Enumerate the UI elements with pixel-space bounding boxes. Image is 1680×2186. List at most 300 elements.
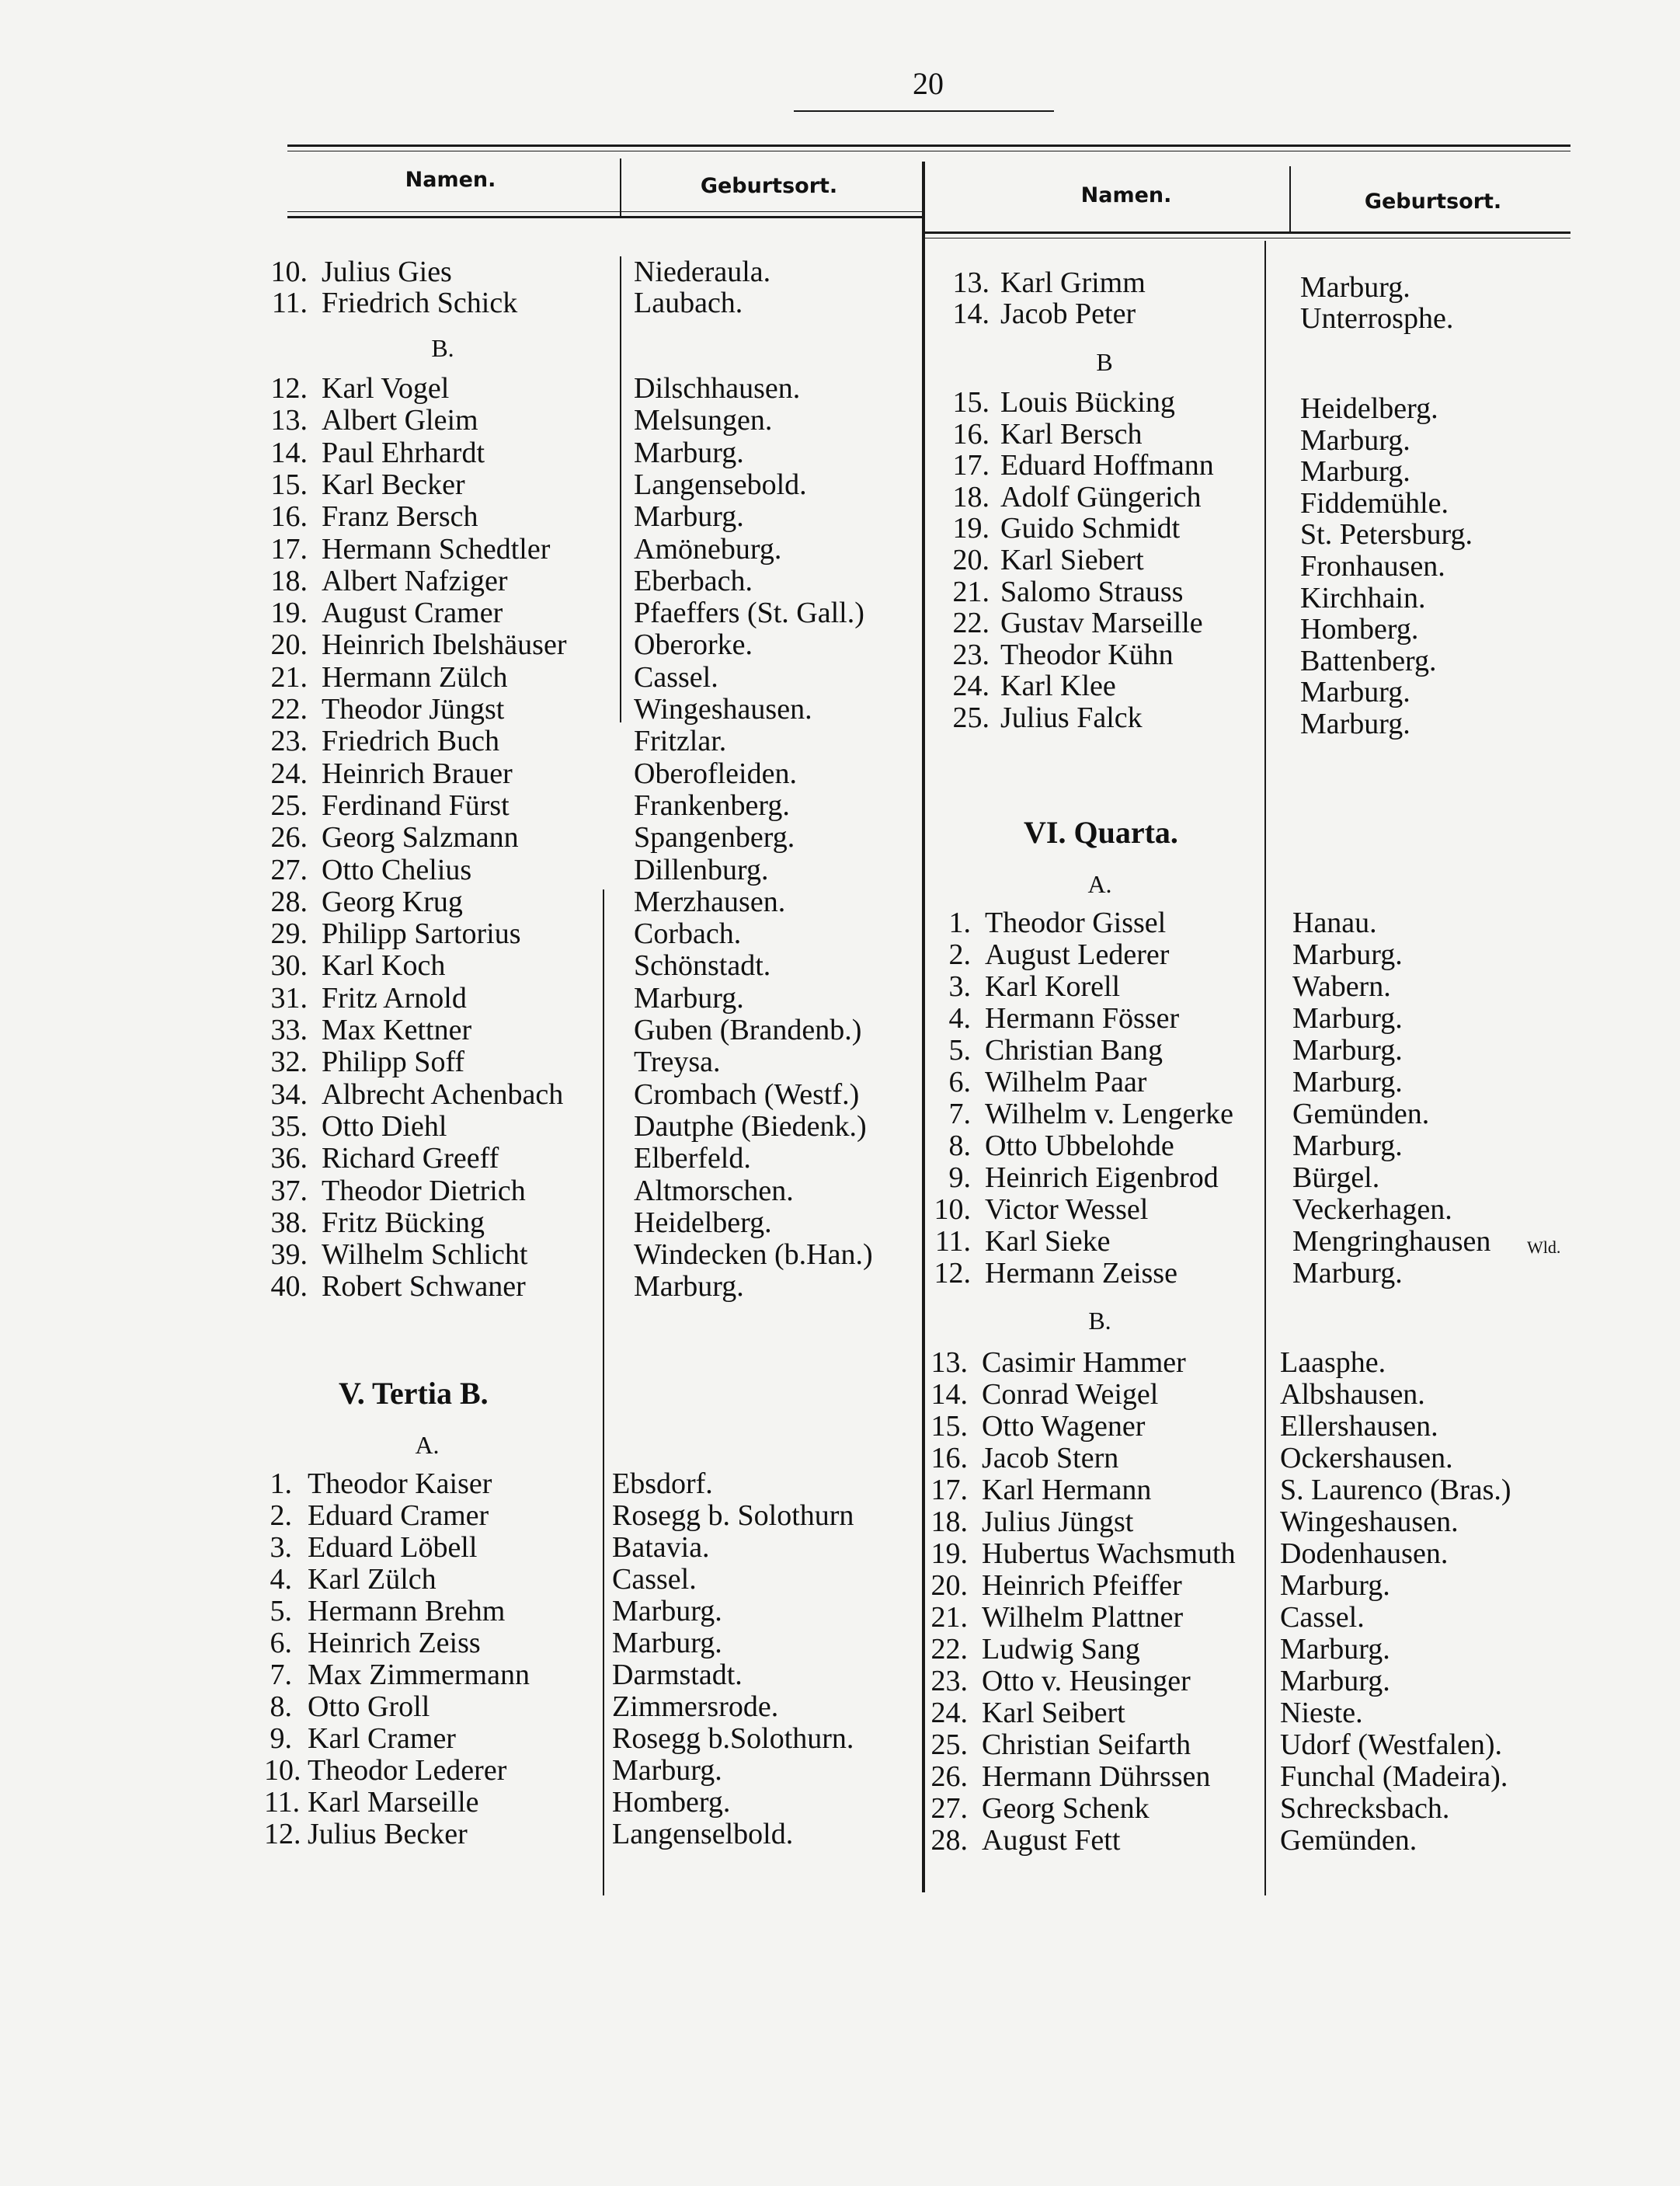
entry-number: 39.: [270, 1238, 308, 1272]
entry-number: 27.: [930, 1792, 968, 1825]
entry-number: 9.: [270, 1722, 292, 1755]
entry-number: 12.: [270, 372, 308, 405]
list-item: [264, 1207, 909, 1238]
entry-birthplace: Rosegg b. Solothurn: [612, 1499, 854, 1532]
list-item: [924, 1793, 1561, 1824]
entry-birthplace: Windecken (b.Han.): [634, 1238, 873, 1272]
header-names-right: Namen.: [1080, 183, 1172, 207]
entry-number: 3.: [270, 1531, 292, 1564]
entry-name: Heinrich Pfeiffer: [982, 1569, 1182, 1602]
entry-number: 22.: [270, 693, 308, 726]
entry-name: Louis Bücking: [1000, 386, 1175, 419]
entry-birthplace: Marburg.: [1292, 1130, 1403, 1162]
list-item: [264, 758, 909, 789]
entry-birthplace: Cassel.: [634, 660, 718, 694]
entry-name: August Lederer: [985, 938, 1170, 971]
entry-birthplace: Marburg.: [1280, 1633, 1390, 1666]
entry-number: 12.: [934, 1257, 971, 1290]
entry-birthplace: Marburg.: [1300, 455, 1410, 489]
entry-birthplace: Cassel.: [612, 1563, 697, 1596]
list-item: [924, 1098, 1561, 1130]
entry-name: Christian Bang: [985, 1034, 1163, 1067]
entry-number: 11.: [934, 1225, 971, 1258]
entry-name: Max Zimmermann: [308, 1659, 530, 1691]
entry-name: Theodor Gissel: [985, 907, 1167, 939]
entry-number: 19.: [930, 1537, 968, 1570]
entry-number: 15.: [952, 386, 990, 419]
entry-number: 24.: [930, 1697, 968, 1729]
entry-number: 10.: [270, 256, 308, 288]
list-item: [924, 1729, 1561, 1760]
list-item: [264, 983, 909, 1014]
list-item: [924, 480, 1561, 520]
entry-birthplace: Treysa.: [634, 1046, 721, 1079]
entry-name: Fritz Bücking: [322, 1206, 485, 1239]
entry-name: Hermann Dührssen: [982, 1760, 1211, 1793]
list-item: [924, 449, 1561, 489]
list-item: [924, 638, 1561, 677]
entry-birthplace: Homberg.: [612, 1786, 731, 1819]
entry-birthplace: Marburg.: [634, 1270, 744, 1304]
list-item: [264, 469, 909, 500]
entry-birthplace: Marburg.: [1292, 938, 1403, 971]
entry-number: 19.: [270, 597, 308, 630]
list-item: [924, 907, 1561, 938]
header-names-left: Namen.: [405, 168, 496, 192]
entry-name: Christian Seifarth: [982, 1728, 1191, 1761]
entry-name: Hermann Zülch: [322, 660, 508, 694]
entry-name: Theodor Lederer: [308, 1754, 507, 1787]
subsection-b-label: B.: [431, 334, 454, 362]
entry-birthplace: Eberbach.: [634, 564, 753, 597]
entry-birthplace: Marburg.: [634, 981, 744, 1015]
entry-number: 29.: [270, 917, 308, 951]
entry-name: Julius Falck: [1000, 701, 1143, 734]
entry-birthplace: Marburg.: [1300, 271, 1410, 304]
entry-birthplace: Marburg.: [1292, 1066, 1403, 1098]
entry-birthplace: Crombach (Westf.): [634, 1077, 860, 1111]
entry-birthplace: Pfaeffers (St. Gall.): [634, 597, 864, 630]
entry-name: Karl Bersch: [1000, 417, 1143, 451]
list-item: [924, 1194, 1561, 1225]
entry-number: 31.: [270, 981, 308, 1015]
list-item: [264, 629, 909, 660]
entry-name: Theodor Kühn: [1000, 638, 1174, 671]
entry-birthplace: Veckerhagen.: [1292, 1193, 1452, 1226]
entry-number: 5.: [270, 1595, 292, 1627]
list-item: [264, 1079, 909, 1110]
list-item: [924, 1602, 1561, 1633]
entry-birthplace: Frankenberg.: [634, 788, 790, 822]
entry-name: Georg Salzmann: [322, 821, 519, 855]
entry-birthplace: Spangenberg.: [634, 821, 795, 855]
entry-birthplace: Dillenburg.: [634, 853, 769, 886]
entry-number: 2.: [948, 938, 971, 971]
entry-name: Salomo Strauss: [1000, 575, 1184, 608]
list-item: [264, 1271, 909, 1302]
entry-number: 21.: [952, 575, 990, 608]
list-item: [924, 670, 1561, 709]
list-item: [264, 437, 909, 468]
list-item: [264, 1787, 909, 1818]
entry-name: August Cramer: [322, 597, 503, 630]
entry-birthplace: Marburg.: [1292, 1034, 1403, 1067]
list-item: [924, 512, 1561, 552]
entry-number: 2.: [270, 1499, 292, 1532]
list-item: [264, 287, 909, 319]
entry-birthplace: Marburg.: [1292, 1002, 1403, 1035]
entry-name: Eduard Löbell: [308, 1531, 478, 1564]
entry-number: 24.: [952, 670, 990, 703]
list-item: [264, 918, 909, 949]
entry-birthplace: Dautphe (Biedenk.): [634, 1109, 867, 1143]
section-title-quarta: VI. Quarta.: [1024, 815, 1178, 850]
list-item: [264, 1046, 909, 1077]
entry-name: Albert Nafziger: [322, 564, 508, 597]
entry-birthplace: Darmstadt.: [612, 1659, 743, 1691]
entry-name: Karl Siebert: [1000, 544, 1144, 576]
list-item: [264, 886, 909, 917]
entry-name: Philipp Soff: [322, 1046, 465, 1079]
entry-name: Otto Chelius: [322, 853, 472, 886]
entry-name: Julius Jüngst: [982, 1505, 1134, 1538]
entry-birthplace: Heidelberg.: [1300, 392, 1438, 425]
entry-name: Karl Grimm: [1000, 266, 1146, 299]
entry-name: Theodor Kaiser: [308, 1467, 492, 1500]
list-item: [264, 1755, 909, 1786]
list-item: [924, 1162, 1561, 1193]
entry-birthplace: Wabern.: [1292, 970, 1391, 1003]
list-item: [924, 1570, 1561, 1601]
entry-birthplace: Funchal (Madeira).: [1280, 1760, 1508, 1793]
list-item: [264, 1468, 909, 1499]
entry-name: Karl Cramer: [308, 1722, 456, 1755]
entry-birthplace: Niederaula.: [634, 256, 771, 288]
entry-name: Victor Wessel: [985, 1193, 1149, 1226]
entry-number: 22.: [952, 607, 990, 640]
entry-name: Julius Gies: [322, 256, 452, 288]
entry-number: 20.: [952, 544, 990, 576]
entry-birthplace: Batavia.: [612, 1531, 710, 1564]
list-item: [924, 1035, 1561, 1066]
entry-number: 16.: [930, 1442, 968, 1474]
entry-birthplace: Schrecksbach.: [1280, 1792, 1450, 1825]
entry-number: 13.: [270, 404, 308, 437]
entry-number: 11.: [264, 1786, 301, 1819]
entry-birthplace: Marburg.: [612, 1754, 722, 1787]
entry-number: 25.: [952, 701, 990, 734]
entry-number: 7.: [948, 1098, 971, 1130]
entry-name: Hermann Fösser: [985, 1002, 1180, 1035]
entry-number: 23.: [930, 1665, 968, 1697]
entry-number: 26.: [270, 821, 308, 855]
list-item: [264, 1015, 909, 1046]
list-item: [924, 1506, 1561, 1537]
entry-birthplace: Gemünden.: [1280, 1824, 1417, 1857]
entry-number: 5.: [948, 1034, 971, 1067]
entry-name: Eduard Cramer: [308, 1499, 489, 1532]
entry-name: Karl Marseille: [308, 1786, 479, 1819]
entry-number: 17.: [952, 449, 990, 482]
entry-number: 14.: [930, 1378, 968, 1411]
list-item: [924, 701, 1561, 740]
subsection-b-label: B.: [1088, 1307, 1111, 1335]
entry-name: Wilhelm Schlicht: [322, 1238, 528, 1272]
entry-number: 14.: [270, 436, 308, 469]
list-item: [924, 1666, 1561, 1697]
entry-birthplace: Amöneburg.: [634, 532, 782, 566]
header-bottom-rule-right: [924, 231, 1570, 234]
entry-birthplace: Ockershausen.: [1280, 1442, 1453, 1474]
entry-birthplace: Marburg.: [1300, 423, 1410, 457]
list-item: [264, 597, 909, 628]
entry-birthplace: Schönstadt.: [634, 949, 771, 983]
entry-number: 20.: [930, 1569, 968, 1602]
entry-number: 37.: [270, 1174, 308, 1207]
entry-birthplace: Oberorke.: [634, 628, 753, 662]
entry-birthplace: Corbach.: [634, 917, 742, 951]
entry-number: 4.: [270, 1563, 292, 1596]
entry-number: 36.: [270, 1142, 308, 1175]
list-item: [924, 607, 1561, 646]
entry-number: 28.: [270, 885, 308, 918]
list-item: [264, 1175, 909, 1206]
entry-birthplace: Wingeshausen.: [634, 693, 812, 726]
entry-number: 28.: [930, 1824, 968, 1857]
list-item: [264, 1564, 909, 1595]
left-column-divider: [620, 158, 621, 216]
entry-name: Heinrich Eigenbrod: [985, 1161, 1219, 1194]
entry-name: Jacob Peter: [1000, 298, 1136, 330]
list-item: [264, 1143, 909, 1174]
entry-name: Albert Gleim: [322, 404, 478, 437]
entry-name: Fritz Arnold: [322, 981, 467, 1015]
list-item: [264, 501, 909, 532]
entry-birthplace: Marburg.: [1300, 708, 1410, 740]
entry-number: 20.: [270, 628, 308, 662]
entry-name: Robert Schwaner: [322, 1270, 526, 1304]
list-item: [924, 386, 1561, 425]
entry-name: Gustav Marseille: [1000, 607, 1203, 640]
entry-number: 1.: [270, 1467, 292, 1500]
entry-name: Albrecht Achenbach: [322, 1077, 564, 1111]
entry-name: Casimir Hammer: [982, 1346, 1186, 1379]
entry-name: Georg Krug: [322, 885, 463, 918]
entry-number: 21.: [270, 660, 308, 694]
entry-name: Max Kettner: [322, 1014, 472, 1046]
entry-name: Friedrich Schick: [322, 287, 518, 319]
list-item: [924, 1379, 1561, 1410]
entry-birthplace: Melsungen.: [634, 404, 773, 437]
list-item: [264, 726, 909, 757]
entry-birthplace: Marburg.: [1280, 1569, 1390, 1602]
entry-birthplace: Rosegg b.Solothurn.: [612, 1722, 854, 1755]
entry-name: Friedrich Buch: [322, 725, 500, 758]
entry-name: Julius Becker: [308, 1818, 468, 1850]
entry-birthplace: Langensebold.: [634, 468, 807, 501]
list-item: [264, 790, 909, 821]
entry-name: Conrad Weigel: [982, 1378, 1159, 1411]
entry-number: 18.: [270, 564, 308, 597]
entry-number: 33.: [270, 1014, 308, 1046]
list-item: [924, 1411, 1561, 1442]
entry-birthplace: Ellershausen.: [1280, 1410, 1438, 1443]
list-item: [924, 417, 1561, 457]
entry-birthplace: Marburg.: [1280, 1665, 1390, 1697]
entry-name: August Fett: [982, 1824, 1121, 1857]
entry-number: 26.: [930, 1760, 968, 1793]
entry-birthplace: Homberg.: [1300, 613, 1419, 646]
list-item: [264, 694, 909, 725]
entry-number: 40.: [270, 1270, 308, 1304]
entry-name: Karl Becker: [322, 468, 465, 501]
list-item: [264, 1819, 909, 1850]
list-item: [924, 1130, 1561, 1161]
header-bottom-rule-left: [287, 211, 924, 212]
entry-number: 8.: [270, 1690, 292, 1723]
entry-birthplace: Guben (Brandenb.): [634, 1014, 862, 1046]
list-item: [924, 971, 1561, 1002]
entry-birthplace: Fritzlar.: [634, 725, 727, 758]
list-item: [924, 1258, 1561, 1289]
entry-name: Hermann Zeisse: [985, 1257, 1177, 1290]
entry-name: Karl Korell: [985, 970, 1121, 1003]
entry-birthplace: Heidelberg.: [634, 1206, 772, 1239]
entry-birthplace: Ebsdorf.: [612, 1467, 713, 1500]
entry-number: 17.: [270, 532, 308, 566]
list-item: [264, 1596, 909, 1627]
entry-number: 21.: [930, 1601, 968, 1634]
entry-number: 23.: [270, 725, 308, 758]
entry-birthplace: Langenselbold.: [612, 1818, 794, 1850]
entry-birthplace: St. Petersburg.: [1300, 518, 1473, 552]
entry-birthplace: Dilschhausen.: [634, 372, 801, 405]
entry-number: 8.: [948, 1130, 971, 1162]
entry-birthplace: Cassel.: [1280, 1601, 1365, 1634]
entry-number: 10.: [264, 1754, 301, 1787]
entry-birthplace: Laasphe.: [1280, 1346, 1386, 1379]
entry-birthplace: Marburg.: [1300, 676, 1410, 709]
entry-number: 7.: [270, 1659, 292, 1691]
entry-name: Karl Zülch: [308, 1563, 437, 1596]
list-item: [924, 1347, 1561, 1378]
section-title-tertia-b: V. Tertia B.: [339, 1376, 489, 1411]
entry-birthplace: Fronhausen.: [1300, 550, 1445, 583]
entry-birthplace: Marburg.: [634, 436, 744, 469]
table-top-rule: [287, 144, 1570, 147]
entry-name: Jacob Stern: [982, 1442, 1119, 1474]
entry-name: Hubertus Wachsmuth: [982, 1537, 1236, 1570]
entry-name: Karl Koch: [322, 949, 446, 983]
list-item: [264, 1659, 909, 1690]
list-item: [264, 256, 909, 287]
entry-birthplace: Marburg.: [612, 1627, 722, 1659]
page-number-rule: [794, 110, 1054, 112]
entry-birthplace: Nieste.: [1280, 1697, 1363, 1729]
entry-birthplace: Hanau.: [1292, 907, 1377, 939]
list-item: [924, 1003, 1561, 1034]
entry-birthplace: Kirchhain.: [1300, 581, 1426, 614]
entry-birthplace: Oberofleiden.: [634, 757, 797, 790]
list-item: [924, 1067, 1561, 1098]
subsection-a-label: A.: [1087, 870, 1112, 898]
entry-name: Heinrich Ibelshäuser: [322, 628, 567, 662]
entry-name: Hermann Schedtler: [322, 532, 551, 566]
entry-number: 6.: [270, 1627, 292, 1659]
entry-number: 17.: [930, 1474, 968, 1506]
entry-name: Karl Hermann: [982, 1474, 1152, 1506]
entry-birthplace: Laubach.: [634, 287, 743, 319]
entry-birthplace: Dodenhausen.: [1280, 1537, 1449, 1570]
list-item: [264, 373, 909, 404]
entry-name: Otto Ubbelohde: [985, 1130, 1174, 1162]
entry-number: 27.: [270, 853, 308, 886]
list-item: [924, 1226, 1561, 1257]
entry-number: 13.: [952, 266, 990, 299]
list-item: [924, 266, 1561, 304]
entry-birthplace: Udorf (Westfalen).: [1280, 1728, 1503, 1761]
list-item: [264, 1239, 909, 1270]
entry-number: 15.: [930, 1410, 968, 1443]
entry-number: 14.: [952, 298, 990, 330]
list-item: [924, 1538, 1561, 1569]
entry-name: Philipp Sartorius: [322, 917, 521, 951]
entry-name: Karl Sieke: [985, 1225, 1111, 1258]
entry-name: Ludwig Sang: [982, 1633, 1140, 1666]
entry-birthplace: Albshausen.: [1280, 1378, 1425, 1411]
list-item: [924, 1474, 1561, 1505]
entry-number: 35.: [270, 1109, 308, 1143]
entry-birthplace: S. Laurenco (Bras.): [1280, 1474, 1511, 1506]
entry-name: Theodor Dietrich: [322, 1174, 526, 1207]
list-item: [924, 544, 1561, 583]
entry-number: 23.: [952, 638, 990, 671]
entry-name: Eduard Hoffmann: [1000, 449, 1214, 482]
entry-number: 32.: [270, 1046, 308, 1079]
entry-birthplace: Battenberg.: [1300, 644, 1437, 677]
entry-number: 38.: [270, 1206, 308, 1239]
list-item: [924, 1443, 1561, 1474]
list-item: [924, 939, 1561, 970]
entry-name: Heinrich Brauer: [322, 757, 513, 790]
list-item: [924, 575, 1561, 614]
subsection-b-label: B: [1096, 348, 1113, 376]
header-birthplace-right: Geburtsort.: [1364, 190, 1502, 214]
page-number: 20: [913, 66, 944, 101]
entry-number: 25.: [270, 788, 308, 822]
entry-number: 25.: [930, 1728, 968, 1761]
entry-name: Karl Klee: [1000, 670, 1116, 703]
list-item: [924, 1634, 1561, 1665]
entry-birthplace: Fiddemühle.: [1300, 486, 1449, 520]
entry-number: 22.: [930, 1633, 968, 1666]
list-item: [264, 1627, 909, 1659]
entry-number: 16.: [270, 500, 308, 534]
list-item: [264, 405, 909, 436]
list-item: [264, 822, 909, 853]
entry-birthplace: Wingeshausen.: [1280, 1505, 1459, 1538]
entry-name: Otto v. Heusinger: [982, 1665, 1191, 1697]
entry-name: Wilhelm Paar: [985, 1066, 1147, 1098]
entry-number: 24.: [270, 757, 308, 790]
entry-name: Paul Ehrhardt: [322, 436, 485, 469]
entry-number: 4.: [948, 1002, 971, 1035]
entry-name: Otto Groll: [308, 1690, 430, 1723]
list-item: [264, 855, 909, 886]
list-item: [264, 1723, 909, 1754]
subsection-a-label: A.: [415, 1431, 440, 1459]
entry-name: Wilhelm v. Lengerke: [985, 1098, 1233, 1130]
